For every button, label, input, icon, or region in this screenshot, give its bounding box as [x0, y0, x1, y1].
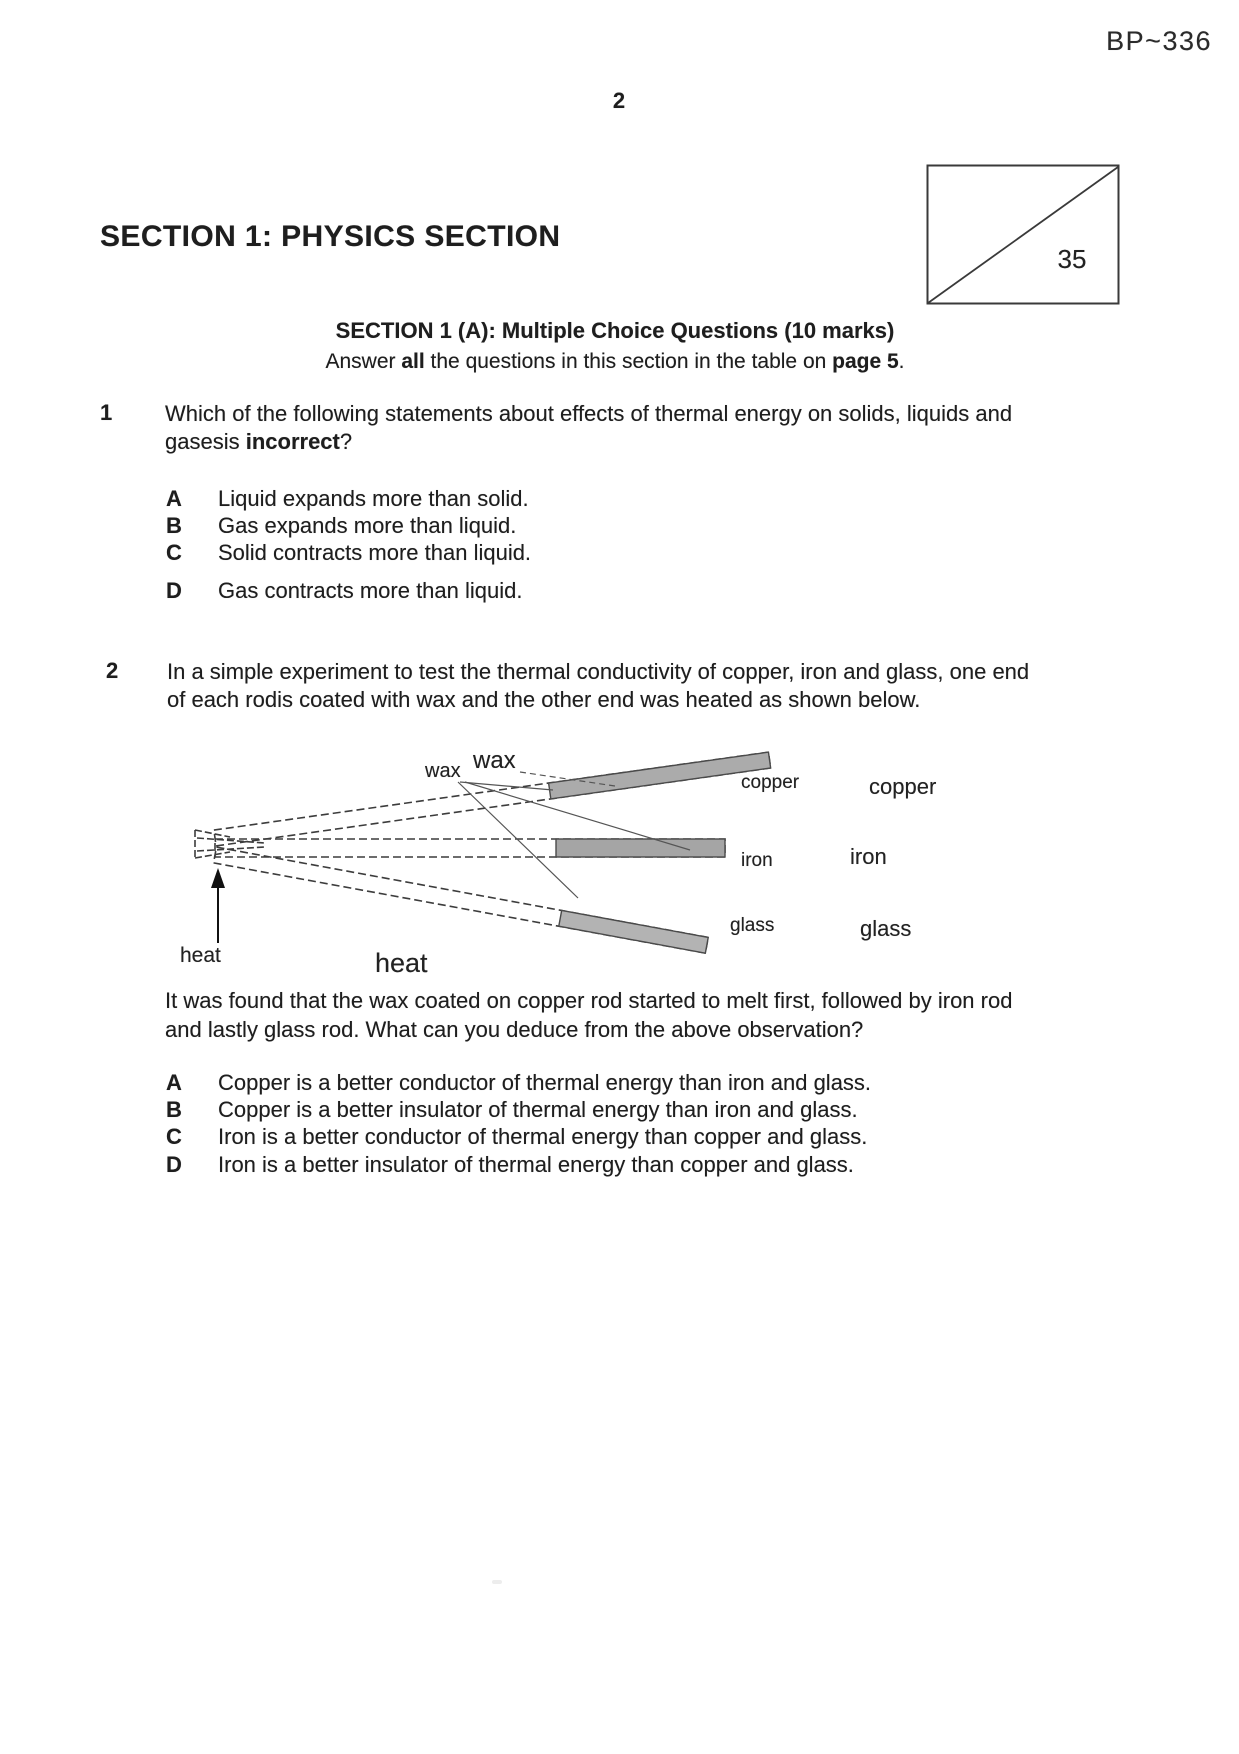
q2-option-c	[166, 1124, 867, 1150]
q1-option-c	[166, 540, 531, 566]
marks-box-diagonal	[928, 167, 1118, 303]
iron-wax-region	[556, 839, 725, 857]
q2-option-d-text: Iron is a better insulator of thermal energy than copper and glass.	[218, 1152, 854, 1177]
q1-option-c-letter: C	[166, 540, 182, 565]
q1-option-c-text: Solid contracts more than liquid.	[218, 540, 532, 565]
wax-label-small: wax	[425, 760, 461, 782]
q1-option-d-letter: D	[166, 578, 182, 603]
q2-option-c-letter: C	[166, 1124, 182, 1149]
q2-option-a-letter: A	[166, 1070, 182, 1095]
instructions-line	[90, 350, 1140, 374]
q1-option-b-letter: B	[166, 513, 182, 538]
page-number: 2	[612, 88, 626, 113]
copper-label-echo: copper	[869, 774, 937, 799]
question1-text	[165, 400, 1110, 456]
q2-option-b-letter: B	[166, 1097, 182, 1122]
copper-wax-region	[549, 752, 771, 799]
q1-option-d-text: Gas contracts more than liquid.	[218, 578, 523, 603]
conductivity-diagram-svg	[170, 730, 990, 990]
instr-bold-all: all	[401, 350, 425, 373]
question1-line2	[165, 428, 1110, 456]
q1-option-a-text: Liquid expands more than solid.	[218, 486, 529, 511]
q1-line2-pre: gasesis	[165, 429, 246, 454]
glass-label-echo: glass	[860, 916, 912, 941]
section-instructions	[90, 318, 1140, 374]
iron-label-echo: iron	[850, 844, 887, 869]
q1-line2-bold: incorrect	[245, 429, 340, 454]
question2-text	[167, 658, 1112, 714]
question2-observation	[165, 986, 1125, 1044]
q1-option-b-text: Gas expands more than liquid.	[218, 513, 517, 538]
glass-rod	[214, 847, 709, 953]
instructions-heading: SECTION 1 (A): Multiple Choice Questions (10 marks)	[335, 318, 895, 343]
q2-option-d	[166, 1152, 854, 1178]
instr-bold-page5: page 5	[832, 350, 899, 373]
instr-mid: the questions in this section in the table on	[424, 350, 833, 373]
question2-number: 2	[106, 658, 119, 683]
scan-smudge	[492, 1580, 502, 1584]
section-title: SECTION 1: PHYSICS SECTION	[100, 220, 561, 253]
heat-label: heat	[180, 944, 221, 967]
question2-line1: In a simple experiment to test the thermal conductivity of copper, iron and glass, one end	[167, 659, 1030, 684]
q2-option-a	[166, 1070, 871, 1096]
marks-value: 35	[1057, 244, 1087, 274]
glass-label: glass	[730, 915, 775, 936]
marks-box-frame	[926, 164, 1120, 305]
q2-option-b-text: Copper is a better insulator of thermal energy than iron and glass.	[218, 1097, 858, 1122]
q2-option-d-letter: D	[166, 1152, 182, 1177]
heat-label-echo: heat	[375, 948, 428, 978]
iron-label: iron	[741, 850, 773, 871]
question2-line2: of each rodis coated with wax and the other end was heated as shown below.	[167, 687, 921, 712]
q2-option-a-text: Copper is a better conductor of thermal energy than iron and glass.	[218, 1070, 872, 1095]
iron-rod	[215, 839, 725, 857]
wax-label-large: wax	[473, 747, 516, 774]
q1-option-b	[166, 513, 516, 539]
conductivity-diagram	[170, 730, 990, 995]
instr-post: .	[898, 350, 905, 373]
observation-line2: and lastly glass rod. What can you deduce from the above observation?	[165, 1017, 864, 1042]
question1-line1: Which of the following statements about effects of thermal energy on solids, liquids and	[165, 401, 1013, 426]
document-code: BP~336	[1106, 26, 1212, 56]
q1-option-a	[166, 486, 529, 512]
copper-label: copper	[741, 772, 800, 793]
q1-option-d	[166, 578, 522, 604]
question1-number: 1	[100, 400, 113, 425]
q2-option-b	[166, 1097, 858, 1123]
q1-option-a-letter: A	[166, 486, 182, 511]
heat-arrow-head	[211, 868, 225, 888]
q2-option-c-text: Iron is a better conductor of thermal energy than copper and glass.	[218, 1124, 868, 1149]
q1-line2-post: ?	[339, 429, 353, 454]
marks-box	[926, 164, 1120, 305]
glass-wax-region	[559, 910, 708, 953]
observation-line1: It was found that the wax coated on copper rod started to melt first, followed by iron rod	[165, 988, 1013, 1013]
instr-pre: Answer	[325, 350, 402, 373]
